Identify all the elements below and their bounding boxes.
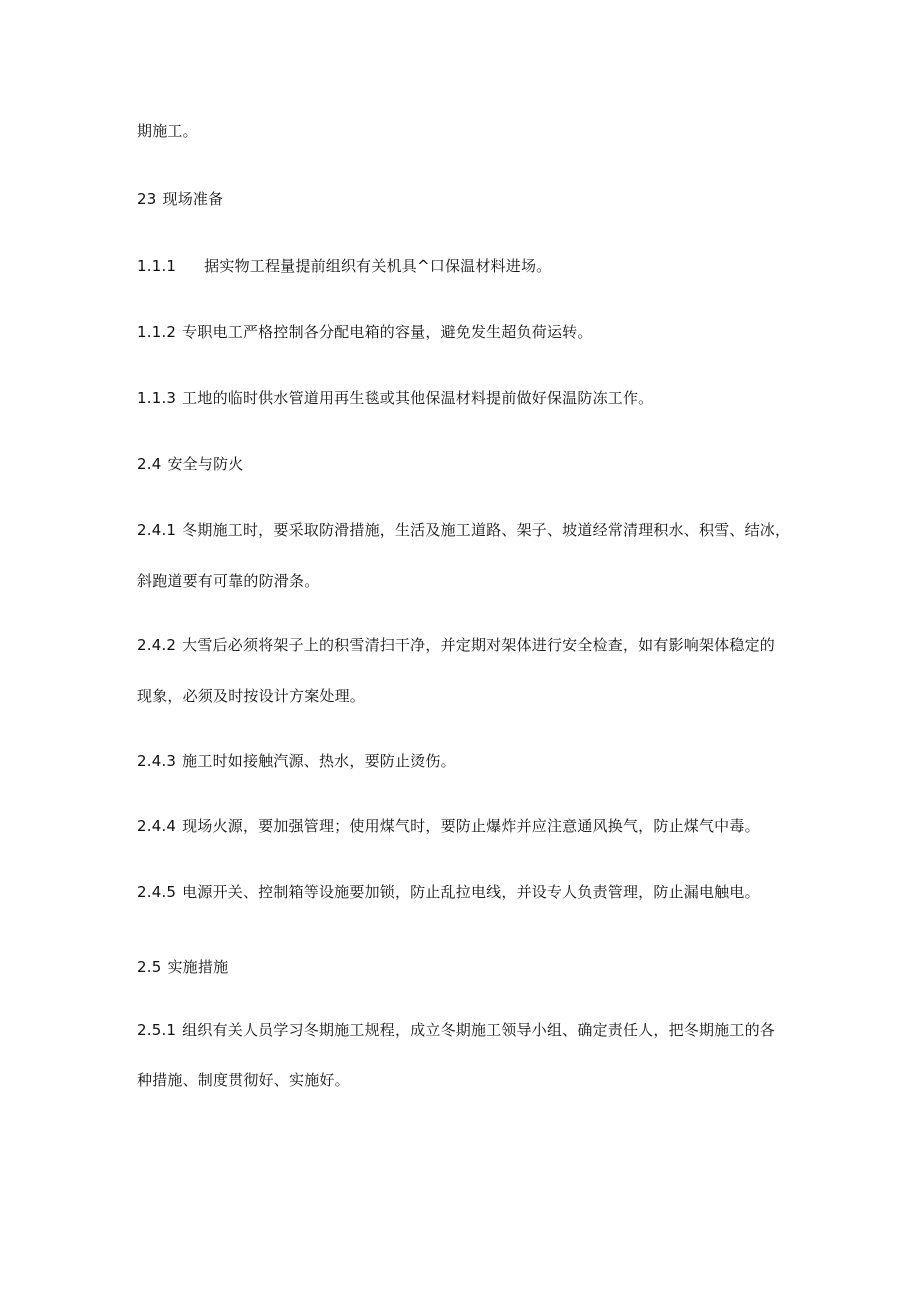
list-item — [137, 635, 775, 655]
item-text: 电源开关、控制箱等设施要加锁，防止乱拉电线，并设专人负责管理，防止漏电触电。 — [182, 883, 760, 901]
section-title: 安全与防火 — [167, 455, 244, 473]
item-text: 大雪后必须将架子上的积雪清扫干净，并定期对架体进行安全检查，如有影响架体稳定的 — [182, 636, 775, 654]
section-heading — [137, 189, 223, 209]
list-item — [137, 882, 760, 902]
item-text: 现场火源，要加强管理；使用煤气时，要防止爆炸并应注意通风换气，防止煤气中毒。 — [182, 817, 760, 835]
list-item — [137, 1020, 775, 1040]
item-text: 冬期施工时，要采取防滑措施，生活及施工道路、架子、坡道经常清理积水、积雪、结冰， — [182, 521, 791, 539]
item-number: 2.4.1 — [137, 521, 177, 539]
section-number: 2.5 — [137, 958, 162, 976]
list-item — [137, 256, 551, 276]
line-text: 现象，必须及时按设计方案处理。 — [137, 687, 366, 705]
list-item — [137, 520, 790, 540]
list-item — [137, 751, 456, 771]
section-heading — [137, 454, 243, 474]
item-number: 1.1.2 — [137, 323, 177, 341]
section-heading — [137, 957, 228, 977]
list-item — [137, 816, 760, 836]
section-title: 现场准备 — [162, 190, 224, 208]
line-text: 期施工。 — [137, 122, 198, 140]
item-number: 2.4.3 — [137, 752, 177, 770]
item-number: 1.1.1 — [137, 257, 177, 275]
item-number: 2.4.4 — [137, 817, 177, 835]
item-number: 2.4.5 — [137, 883, 177, 901]
list-item — [137, 322, 593, 342]
item-text: 专职电工严格控制各分配电箱的容量，避免发生超负荷运转。 — [182, 323, 593, 341]
continuation-line — [137, 1070, 350, 1090]
continuation-line — [137, 686, 365, 706]
item-text: 工地的临时供水管道用再生毯或其他保温材料提前做好保温防冻工作。 — [182, 389, 654, 407]
item-number: 2.4.2 — [137, 636, 177, 654]
section-number: 2.4 — [137, 455, 162, 473]
line-text: 斜跑道要有可靠的防滑条。 — [137, 572, 320, 590]
item-number: 1.1.3 — [137, 389, 177, 407]
item-text: 据实物工程量提前组织有关机具^口保温材料进场。 — [204, 257, 552, 275]
continuation-line — [137, 571, 319, 591]
item-text: 组织有关人员学习冬期施工规程，成立冬期施工领导小组、确定责任人，把冬期施工的各 — [182, 1021, 775, 1039]
line-text: 种措施、制度贯彻好、实施好。 — [137, 1071, 350, 1089]
list-item — [137, 388, 653, 408]
item-number: 2.5.1 — [137, 1021, 177, 1039]
section-number: 23 — [137, 190, 157, 208]
section-title: 实施措施 — [167, 958, 229, 976]
item-text: 施工时如接触汽源、热水，要防止烫伤。 — [182, 752, 456, 770]
continuation-line — [137, 121, 198, 141]
